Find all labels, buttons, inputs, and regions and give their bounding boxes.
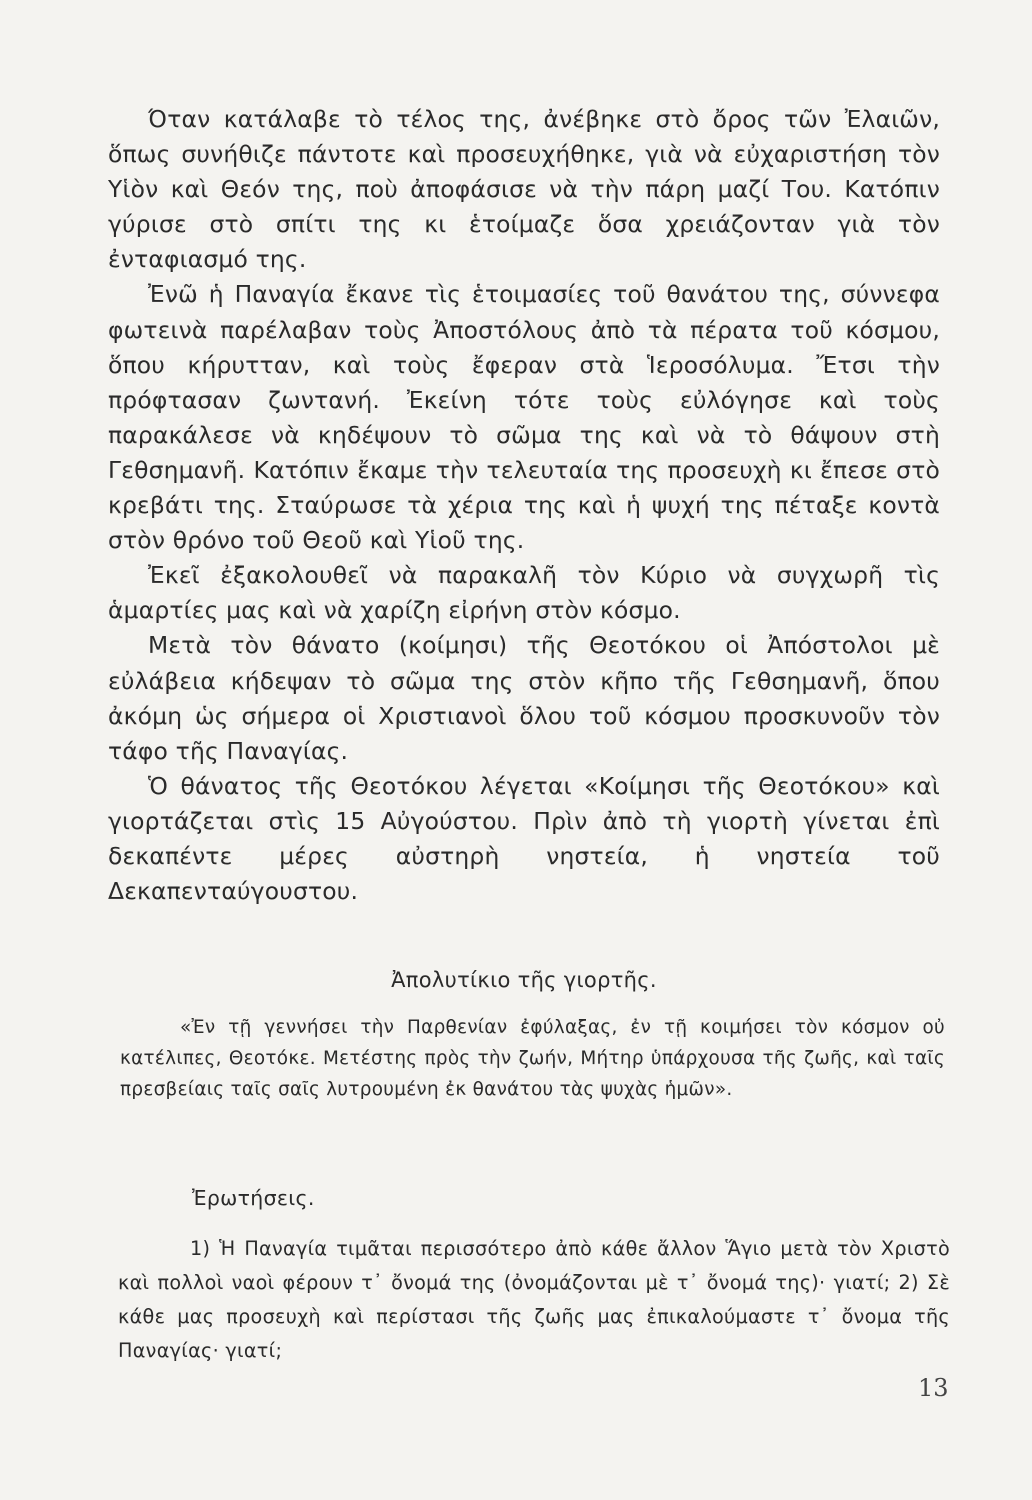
apolytikio-heading: Ἀπολυτίκιο τῆς γιορτῆς. <box>391 968 657 992</box>
main-text <box>108 102 940 909</box>
paragraph-dormition-feast: Ὁ θάνατος τῆς Θεοτόκου λέγεται «Κοίμησι τῆς Θεοτόκου» καὶ γιορτάζεται στὶς 15 Αὐγούστου. Πρὶν ἀπὸ τὴ γιορτὴ γίνεται ἐπὶ δεκαπέντε μέρες αὐστηρὴ νηστεία, ἡ νηστεία τοῦ Δεκαπενταύγουστου. <box>108 771 940 906</box>
questions-heading: Ἐρωτήσεις. <box>192 1186 315 1210</box>
paragraph-burial: Μετὰ τὸν θάνατο (κοίμησι) τῆς Θεοτόκου οἱ Ἀπόστολοι μὲ εὐλάβεια κήδεψαν τὸ σῶμα της στὸν κῆπο τῆς Γεθσημανῆ, ὅπου ἀκόμη ὡς σήμερα οἱ Χριστιανοὶ ὅλου τοῦ κόσμου προσκυνοῦν τὸν τάφο τῆς Παναγίας. <box>108 631 940 765</box>
paragraph-ascension: Όταν κατάλαβε τὸ τέλος της, ἀνέβηκε στὸ ὄρος τῶν Ἐλαιῶν, ὅπως συνήθιζε πάντοτε καὶ προσευχήθηκε, γιὰ νὰ εὐχαριστήση τὸν Υἱὸν καὶ Θεόν της, ποὺ ἀποφάσισε νὰ τὴν πάρη μαζί Του. Κατόπιν γύρισε στὸ σπίτι της κι ἑτοίμαζε ὅσα χρειάζονταν γιὰ τὸν ἐνταφιασμό της. <box>108 105 940 274</box>
paragraph-intercession: Ἐκεῖ ἐξακολουθεῖ νὰ παρακαλῆ τὸν Κύριο νὰ συγχωρῆ τὶς ἁμαρτίες μας καὶ νὰ χαρίζη εἰρήνη στὸν κόσμο. <box>108 561 940 625</box>
questions-text: 1) Ἡ Παναγία τιμᾶται περισσότερο ἀπὸ κάθε ἄλλον Ἅγιο μετὰ τὸν Χριστὸ καὶ πολλοὶ ναοὶ φέρουν τ᾿ ὄνομά της (ὀνομάζονται μὲ τ᾿ ὄνομά της)· γιατί; 2) Σὲ κάθε μας προσευχὴ καὶ περίστασι τῆς ζωῆς μας ἐπικαλούμαστε τ᾿ ὄνομα τῆς Παναγίας· γιατί; <box>118 1237 950 1362</box>
page-number: 13 <box>918 1374 949 1402</box>
paragraph-apostles: Ἐνῶ ἡ Παναγία ἔκανε τὶς ἑτοιμασίες τοῦ θανάτου της, σύννεφα φωτεινὰ παρέλαβαν τοὺς Ἀποστόλους ἀπὸ τὰ πέρατα τοῦ κόσμου, ὅπου κήρυτταν, καὶ τοὺς ἔφεραν στὰ Ἱεροσόλυμα. Ἔτσι τὴν πρόφτασαν ζωντανή. Ἐκείνη τότε τοὺς εὐλόγησε καὶ τοὺς παρακάλεσε νὰ κηδέψουν τὸ σῶμα της καὶ νὰ τὸ θάψουν στὴ Γεθσημανῆ. Κατόπιν ἔκαμε τὴν τελευταία της προσευχὴ κι ἔπεσε στὸ κρεβάτι της. Σταύρωσε τὰ χέρια της καὶ ἡ ψυχή της πέταξε κοντὰ στὸν θρόνο τοῦ Θεοῦ καὶ Υἱοῦ της. <box>108 280 940 555</box>
apolytikio-text: «Ἐν τῇ γεννήσει τὴν Παρθενίαν ἐφύλαξας, ἐν τῇ κοιμήσει τὸν κόσμον οὐ κατέλιπες, Θεοτόκε. Μετέστης πρὸς τὴν ζωήν, Μήτηρ ὑπάρχουσα τῆς ζωῆς, καὶ ταῖς πρεσβείαις ταῖς σαῖς λυτρουμένη ἐκ θανάτου τὰς ψυχὰς ἡμῶν». <box>120 1017 945 1100</box>
